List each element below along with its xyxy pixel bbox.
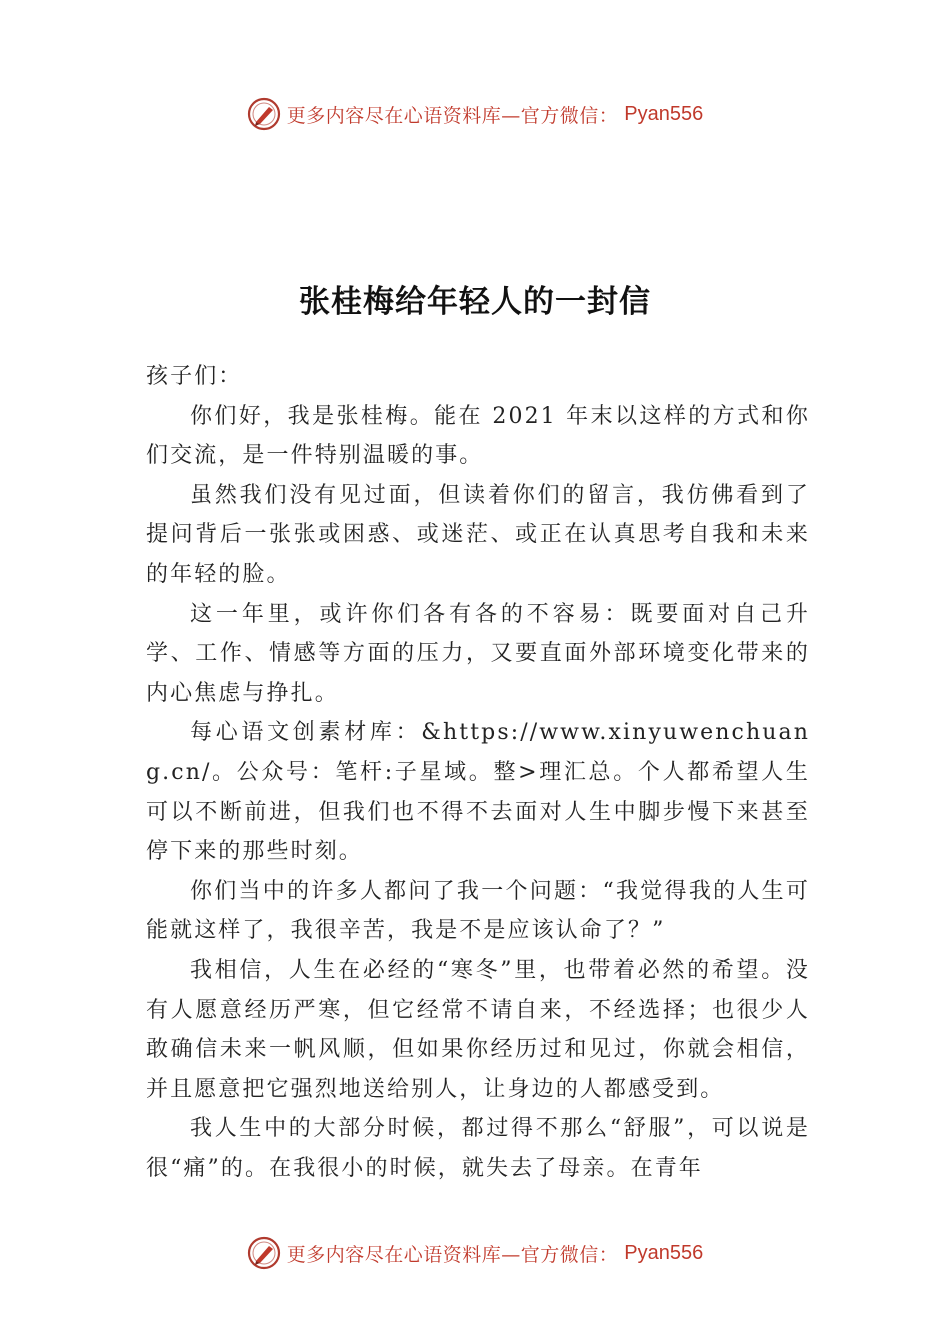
header-wechat-id: Pyan556 [624, 102, 704, 125]
pen-circle-logo-icon [247, 97, 281, 131]
salutation: 孩子们： [146, 364, 243, 389]
footer-banner-text: 更多内容尽在心语资料库—官方微信： [286, 1243, 619, 1266]
document-title: 张桂梅给年轻人的一封信 [299, 284, 651, 320]
paragraph: 你们好，我是张桂梅。能在 2021 年末以这样的方式和你们交流，是一件特别温暖的事。 [146, 403, 810, 469]
paragraph: 虽然我们没有见过面，但读着你们的留言，我仿佛看到了提问背后一张张或困惑、或迷茫、或正在认真思考自我和未来的年轻的脸。 [146, 482, 810, 587]
paragraph: 你们当中的许多人都问了我一个问题：“我觉得我的人生可能就这样了，我很辛苦，我是不是应该认命了？” [146, 878, 810, 944]
letter-body [146, 357, 810, 1188]
header-banner [0, 94, 950, 134]
pen-circle-logo-icon [247, 1236, 281, 1270]
paragraph: 我相信，人生在必经的“寒冬”里，也带着必然的希望。没有人愿意经历严寒，但它经常不请自来，不经选择；也很少人敢确信未来一帆风顺，但如果你经历过和见过，你就会相信，并且愿意把它强烈地送给别人，让身边的人都感受到。 [146, 957, 810, 1102]
paragraph: 每心语文创素材库：&https://www.xinyuwenchuang.cn/。公众号：笔杆:子星域。整>理汇总。个人都希望人生可以不断前进，但我们也不得不去面对人生中脚步慢下来甚至停下来的那些时刻。 [146, 720, 810, 865]
footer-banner [0, 1233, 950, 1273]
paragraph: 我人生中的大部分时候，都过得不那么“舒服”，可以说是很“痛”的。在我很小的时候，就失去了母亲。在青年 [146, 1116, 810, 1181]
footer-wechat-id: Pyan556 [624, 1241, 704, 1264]
header-banner-text: 更多内容尽在心语资料库—官方微信： [286, 104, 619, 127]
paragraph: 这一年里，或许你们各有各的不容易：既要面对自己升学、工作、情感等方面的压力，又要直面外部环境变化带来的内心焦虑与挣扎。 [146, 601, 810, 706]
